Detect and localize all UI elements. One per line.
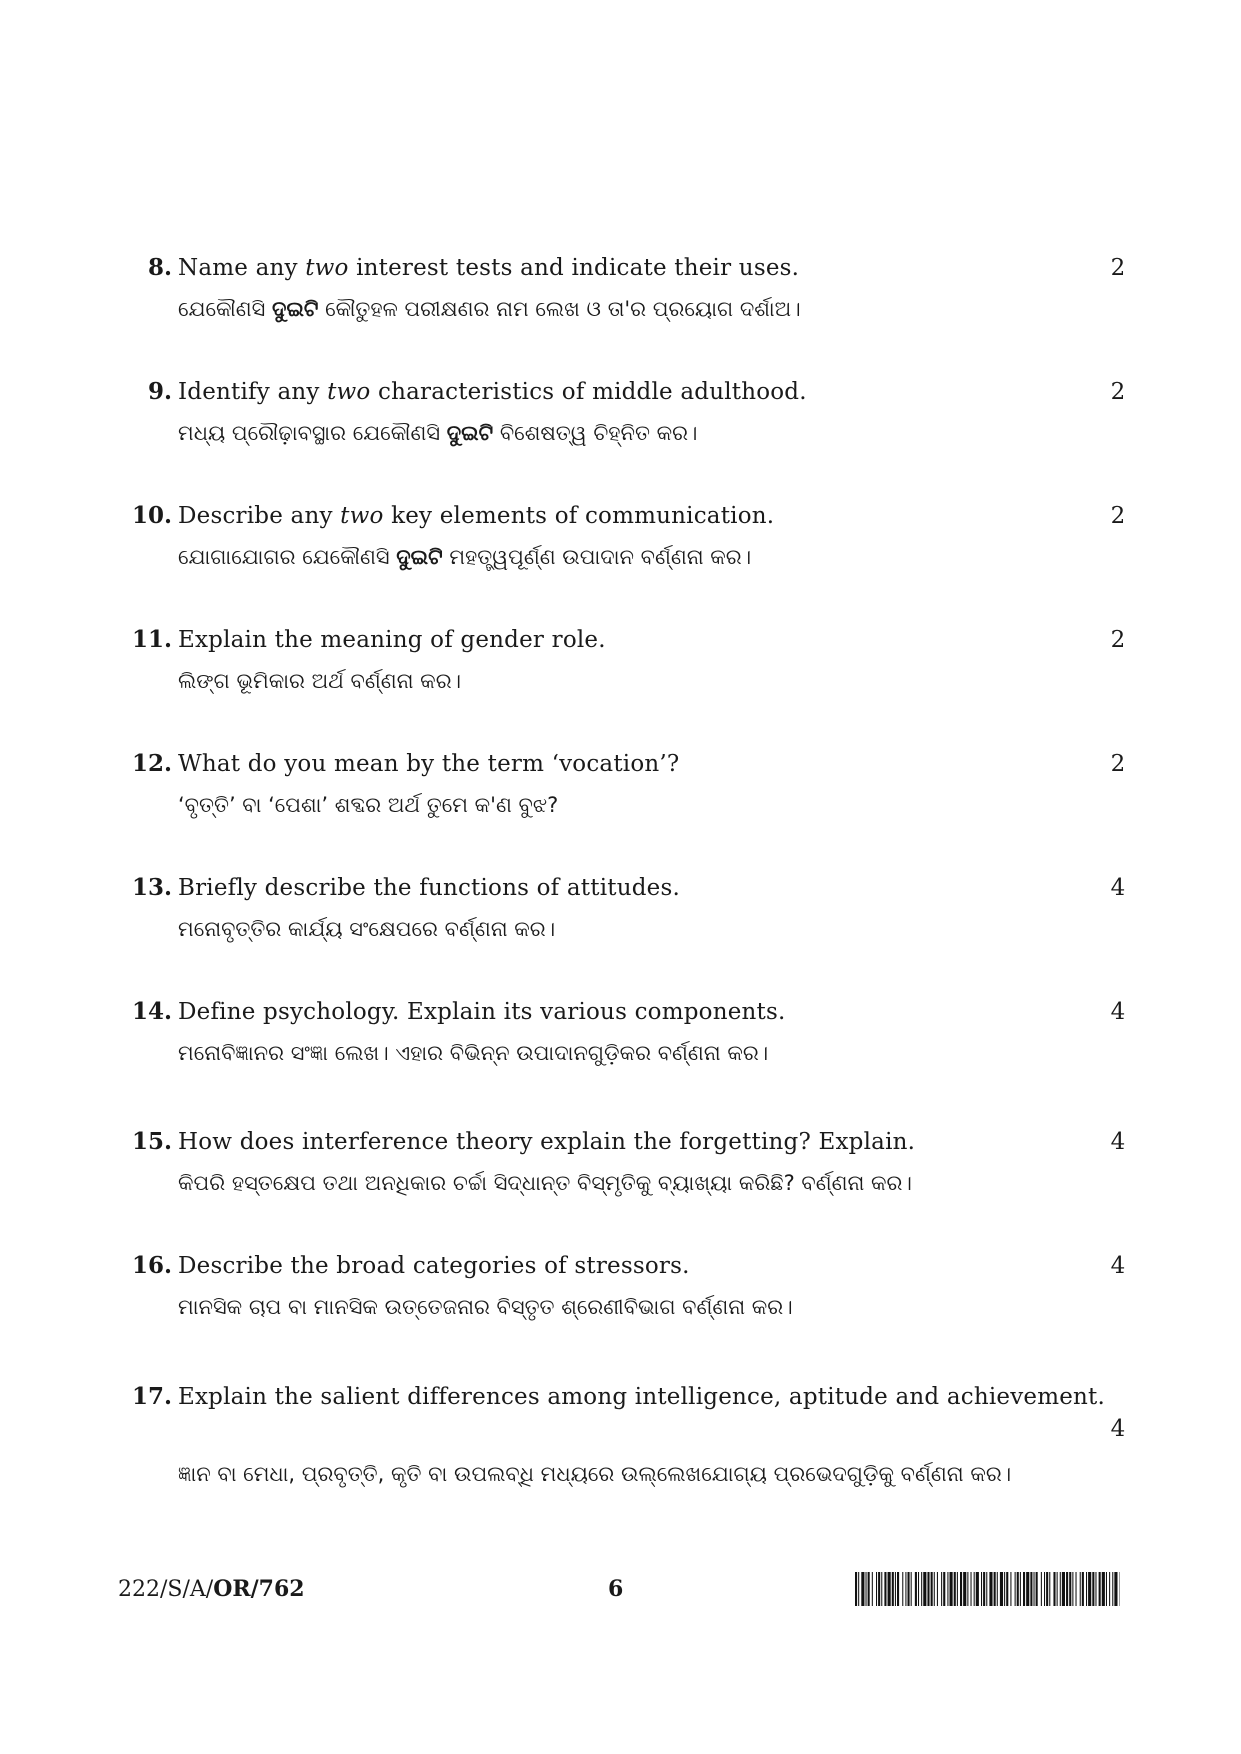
question-marks: 4: [1110, 999, 1126, 1025]
barcode-bar: [986, 1572, 987, 1606]
barcode-bar: [954, 1572, 956, 1606]
barcode-bar: [1000, 1572, 1003, 1606]
barcode-bar: [1112, 1572, 1113, 1606]
question-text-odia: ଲିଙ୍ଗ ଭୂମିକାର ଅର୍ଥ ବର୍ଣ୍ଣନା କର।: [178, 669, 462, 693]
barcode-bar: [1069, 1572, 1071, 1606]
question-text-english: Define psychology. Explain its various components.: [178, 999, 786, 1025]
barcode-bar: [1036, 1572, 1038, 1606]
barcode-bar: [1010, 1572, 1011, 1606]
barcode-bar: [866, 1572, 867, 1606]
barcode-bar: [950, 1572, 953, 1606]
question-marks: 4: [1110, 1416, 1126, 1442]
barcode-bar: [1114, 1572, 1117, 1606]
question-text-english: Explain the salient differences among intelligence, aptitude and achievement.: [178, 1384, 1105, 1410]
barcode-bar: [881, 1572, 882, 1606]
barcode-bar: [905, 1572, 906, 1606]
barcode-bar: [923, 1572, 926, 1606]
question-marks: 2: [1110, 751, 1126, 777]
barcode-bar: [911, 1572, 912, 1606]
barcode-bar: [1026, 1572, 1029, 1606]
question-number: 9.: [147, 378, 172, 405]
question-marks: 2: [1110, 503, 1126, 529]
question-number: 13.: [131, 874, 172, 901]
barcode-bar: [1076, 1572, 1077, 1606]
barcode-bar: [960, 1572, 962, 1606]
barcode-bar: [918, 1572, 919, 1606]
question-marks: 2: [1110, 627, 1126, 653]
barcode-bar: [941, 1572, 942, 1606]
barcode-bar: [1044, 1572, 1045, 1606]
question-number: 16.: [131, 1252, 172, 1279]
barcode-bar: [876, 1572, 877, 1606]
barcode-bar: [895, 1572, 896, 1606]
question-marks: 4: [1110, 875, 1126, 901]
barcode-bar: [1057, 1572, 1058, 1606]
barcode-bar: [1015, 1572, 1016, 1606]
barcode-bar: [1088, 1572, 1091, 1606]
question-text-odia: ଯୋଗାଯୋଗର ଯେକୌଣସି ଦୁଇଟି ମହତ୍ତ୍ୱପୂର୍ଣ୍ଣ ଉପାଦାନ ବର୍ଣ୍ଣନା କର।: [178, 545, 752, 569]
barcode-bar: [981, 1572, 982, 1606]
barcode-bar: [1082, 1572, 1084, 1606]
question-number: 8.: [147, 254, 172, 281]
question-text-english: Describe the broad categories of stressors.: [178, 1253, 690, 1279]
barcode-bar: [931, 1572, 933, 1606]
barcode-bar: [897, 1572, 899, 1606]
barcode-bar: [872, 1572, 873, 1606]
question-number: 15.: [131, 1128, 172, 1155]
barcode-bar: [1004, 1572, 1005, 1606]
question-text-english: Identify any two characteristics of middle adulthood.: [178, 379, 807, 405]
barcode-bar: [868, 1572, 870, 1606]
question-text-english: How does interference theory explain the forgetting? Explain.: [178, 1129, 916, 1155]
question-text-odia: ମଧ୍ୟ ପ୍ରୌଢ଼ାବସ୍ଥାର ଯେକୌଣସି ଦୁଇଟି ବିଶେଷତ୍ୱ ଚିହ୍ନିତ କର।: [178, 421, 698, 445]
barcode-bar: [943, 1572, 945, 1606]
question-text-english: Briefly describe the functions of attitudes.: [178, 875, 680, 901]
question-text-english: Describe any two key elements of communication.: [178, 503, 775, 529]
barcode-bar: [994, 1572, 996, 1606]
barcode-bar: [1072, 1572, 1073, 1606]
barcode-bar: [927, 1572, 929, 1606]
question-marks: 2: [1110, 255, 1126, 281]
question-number: 11.: [131, 626, 172, 653]
question-text-odia: ମନୋବୃତ୍ତିର କାର୍ଯ୍ୟ ସଂକ୍ଷେପରେ ବର୍ଣ୍ଣନା କର।: [178, 917, 556, 941]
barcode-bar: [1030, 1572, 1032, 1606]
question-text-odia: ଜ୍ଞାନ ବା ମେଧା, ପ୍ରବୃତ୍ତି, କୃତି ବା ଉପଲବ୍ଧି ମଧ୍ୟରେ ଉଲ୍ଲେଖଯୋଗ୍ୟ ପ୍ରଭେଦଗୁଡ଼ିକୁ ବର୍ଣ୍ଣନା କର।: [178, 1462, 1012, 1486]
page-number: 6: [608, 1576, 624, 1602]
barcode-bar: [858, 1572, 859, 1606]
barcode-bar: [1106, 1572, 1107, 1606]
barcode-bar: [1102, 1572, 1105, 1606]
barcode-bar: [947, 1572, 948, 1606]
question-marks: 4: [1110, 1129, 1126, 1155]
barcode-bar: [989, 1572, 992, 1606]
question-text-english: What do you mean by the term ‘vocation’?: [178, 751, 680, 777]
barcode-image: [855, 1572, 1120, 1606]
barcode-bar: [1086, 1572, 1087, 1606]
question-marks: 2: [1110, 379, 1126, 405]
question-number: 10.: [131, 502, 172, 529]
question-number: 12.: [131, 750, 172, 777]
barcode-bar: [908, 1572, 910, 1606]
barcode-bar: [971, 1572, 972, 1606]
barcode-bar: [884, 1572, 886, 1606]
question-number: 14.: [131, 998, 172, 1025]
question-text-english: Name any two interest tests and indicate their uses.: [178, 255, 800, 281]
barcode-bar: [1095, 1572, 1096, 1606]
barcode-bar: [967, 1572, 968, 1606]
barcode-bar: [963, 1572, 966, 1606]
barcode-bar: [855, 1572, 857, 1606]
barcode-bar: [1023, 1572, 1025, 1606]
question-text-odia: କିପରି ହସ୍ତକ୍ଷେପ ତଥା ଅନଧିକାର ଚର୍ଚ୍ଚା ସିଦ୍ଧାନ୍ତ ବିସ୍ମୃତିକୁ ବ୍ୟାଖ୍ୟା କରିଛି? ବର୍ଣ୍ଣନା କର।: [178, 1171, 912, 1195]
barcode-bar: [1066, 1572, 1068, 1606]
barcode-bar: [1080, 1572, 1081, 1606]
barcode-bar: [1049, 1572, 1050, 1606]
barcode-bar: [1046, 1572, 1048, 1606]
question-text-odia: ମନୋବିଜ୍ଞାନର ସଂଜ୍ଞା ଲେଖ। ଏହାର ବିଭିନ୍ନ ଉପାଦାନଗୁଡ଼ିକର ବର୍ଣ୍ଣନା କର।: [178, 1041, 769, 1065]
question-text-odia: ‘ବୃତ୍ତି’ ବା ‘ପେଶା’ ଶବ୍ଦର ଅର୍ଥ ତୁମେ କ'ଣ ବୁଝ?: [178, 793, 559, 817]
barcode-bar: [957, 1572, 958, 1606]
question-text-english: Explain the meaning of gender role.: [178, 627, 606, 653]
barcode-bar: [1099, 1572, 1101, 1606]
question-text-odia: ମାନସିକ ଚାପ ବା ମାନସିକ ଉତ୍ତେଜନାର ବିସ୍ତୃତ ଶ୍ରେଣୀବିଭାଗ ବର୍ଣ୍ଣନା କର।: [178, 1295, 793, 1319]
barcode-bar: [861, 1572, 864, 1606]
question-text-odia: ଯେକୌଣସି ଦୁଇଟି କୌତୁହଳ ପରୀକ୍ଷଣର ନାମ ଲେଖ ଓ ତା'ର ପ୍ରୟୋଗ ଦର୍ଶାଅ।: [178, 297, 801, 321]
barcode-bar: [997, 1572, 998, 1606]
barcode-bar: [921, 1572, 922, 1606]
barcode-bar: [1109, 1572, 1110, 1606]
barcode-bar: [915, 1572, 917, 1606]
barcode-bar: [902, 1572, 903, 1606]
barcode-bar: [1053, 1572, 1055, 1606]
question-marks: 4: [1110, 1253, 1126, 1279]
barcode-bar: [892, 1572, 894, 1606]
barcode-bar: [888, 1572, 891, 1606]
question-number: 17.: [131, 1383, 172, 1410]
barcode-bar: [1006, 1572, 1008, 1606]
barcode-bar: [934, 1572, 935, 1606]
barcode-bar: [1041, 1572, 1042, 1606]
barcode-bar: [1034, 1572, 1035, 1606]
barcode-bar: [1092, 1572, 1094, 1606]
barcode-bar: [1060, 1572, 1061, 1606]
barcode-bar: [878, 1572, 880, 1606]
barcode-bar: [1017, 1572, 1019, 1606]
barcode-bar: [976, 1572, 979, 1606]
barcode-bar: [1062, 1572, 1065, 1606]
barcode-bar: [937, 1572, 938, 1606]
barcode-bar: [974, 1572, 975, 1606]
paper-code: 222/S/A/OR/762: [118, 1576, 305, 1602]
barcode-bar: [1020, 1572, 1021, 1606]
barcode-bar: [983, 1572, 985, 1606]
